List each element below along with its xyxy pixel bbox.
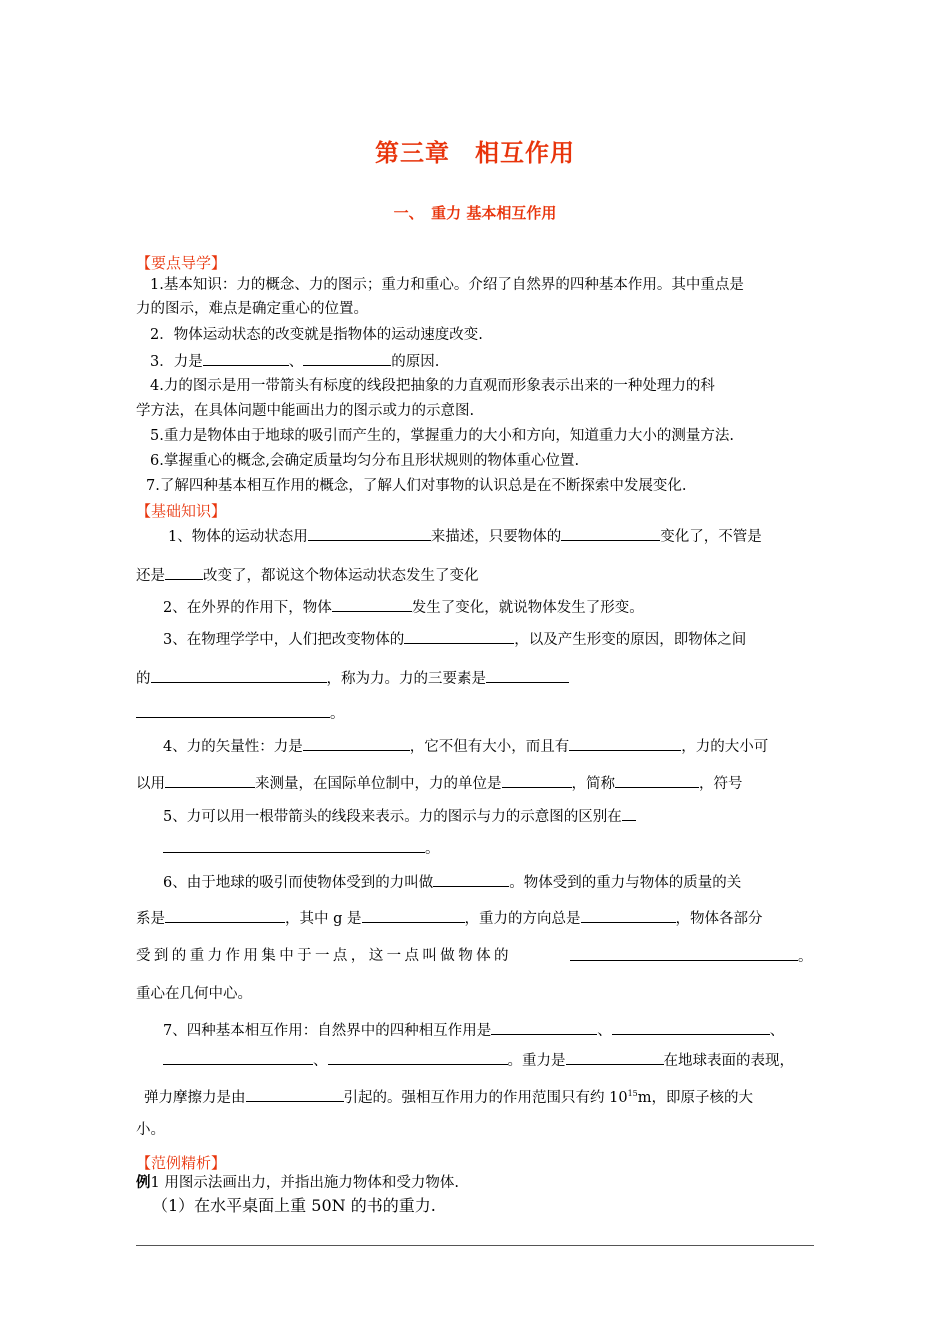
example-1-part-1: （1）在水平桌面上重 50N 的书的重力.: [152, 1196, 436, 1215]
basic-q6-line4: 重心在几何中心。: [136, 986, 252, 1002]
text: 、: [313, 1053, 328, 1069]
blank[interactable]: [303, 736, 410, 751]
text: 。重力是: [507, 1053, 566, 1069]
blank[interactable]: [332, 597, 412, 612]
basic-q3-line1: [163, 629, 746, 650]
text: 6、由于地球的吸引而使物体受到的力叫做: [163, 875, 434, 891]
basic-q7-line3: [144, 1084, 753, 1108]
blank[interactable]: [163, 838, 425, 853]
text: 来描述，只要物体的: [430, 529, 562, 545]
text: ，其中 g 是: [285, 911, 362, 927]
basic-q6-line3: [136, 946, 512, 966]
blank[interactable]: [570, 946, 798, 961]
blank[interactable]: [491, 1020, 597, 1035]
basic-q1-line1: [168, 526, 762, 547]
basic-q4-line2: [136, 773, 743, 794]
basic-q2: [163, 597, 644, 618]
text: 受到的重力作用集中于一点，这一点叫做物体的: [136, 948, 512, 964]
text: ，物体各部分: [675, 911, 763, 927]
blank[interactable]: [615, 773, 699, 788]
blank[interactable]: [433, 872, 509, 887]
heading-key-points: 【要点导学】: [136, 254, 227, 272]
text: 弹力摩擦力是由: [144, 1089, 246, 1106]
text: 1、物体的运动状态用: [168, 529, 308, 545]
text: 。: [798, 949, 813, 965]
text: 。物体受到的重力与物体的质量的关: [509, 875, 742, 891]
text: ，以及产生形变的原因，即物体之间: [514, 632, 747, 648]
text: 4、力的矢量性：力是: [163, 739, 303, 755]
blank[interactable]: [136, 703, 330, 718]
text: 变化了，不管是: [660, 529, 762, 545]
text: 1 用图示法画出力，并指出施力物体和受力物体.: [150, 1175, 459, 1191]
text: 的: [136, 671, 151, 687]
text: ，称为力。力的三要素是: [326, 671, 486, 687]
text: 7、四种基本相互作用：自然界中的四种相互作用是: [163, 1023, 492, 1039]
basic-q6-line2: [136, 908, 763, 929]
text: 、: [597, 1023, 612, 1039]
blank[interactable]: [561, 526, 660, 541]
divider-line: [136, 1245, 814, 1246]
blank[interactable]: [404, 629, 514, 644]
basic-q6-line3-blank: [570, 946, 813, 967]
blank[interactable]: [203, 351, 289, 366]
example-1: [136, 1173, 459, 1193]
heading-examples: 【范例精析】: [136, 1154, 227, 1172]
blank[interactable]: [486, 668, 569, 683]
basic-q6-line1: [163, 872, 741, 893]
blank[interactable]: [165, 908, 285, 923]
blank[interactable]: [165, 565, 203, 580]
text: 引起的。强相互作用力的作用范围只有约 10: [343, 1089, 628, 1106]
section-subtitle: 一、 重力 基本相互作用: [393, 204, 557, 222]
blank[interactable]: [328, 1050, 508, 1065]
heading-basic-knowledge: 【基础知识】: [136, 502, 227, 520]
blank[interactable]: [566, 1050, 664, 1065]
guide-line-4b: 学方法，在具体问题中能画出力的图示或力的示意图.: [136, 403, 475, 419]
blank[interactable]: [569, 736, 681, 751]
text: 发生了变化，就说物体发生了形变。: [411, 600, 644, 616]
blank[interactable]: [362, 908, 465, 923]
guide-line-4a: 4.力的图示是用一带箭头有标度的线段把抽象的力直观而形象表示出来的一种处理力的科: [150, 378, 715, 394]
basic-q3-line2: [136, 668, 569, 689]
text: ，简称: [571, 776, 615, 792]
text: 。: [330, 706, 345, 722]
text: 还是: [136, 568, 165, 584]
basic-q5-line1: [163, 806, 636, 827]
text: 改变了，都说这个物体运动状态发生了变化: [203, 568, 479, 584]
text: 在地球表面的表现，: [663, 1053, 794, 1069]
text: ，力的大小可: [681, 739, 769, 755]
text: ，符号: [699, 776, 743, 792]
page-title: 第三章 相互作用: [375, 139, 575, 167]
text: 的原因.: [391, 354, 440, 370]
text: 来测量，在国际单位制中，力的单位是: [255, 776, 502, 792]
blank[interactable]: [581, 908, 676, 923]
blank[interactable]: [612, 1020, 770, 1035]
text: 3．力是: [150, 354, 203, 370]
guide-line-5: 5.重力是物体由于地球的吸引而产生的，掌握重力的大小和方向，知道重力大小的测量方法.: [150, 428, 734, 444]
blank[interactable]: [246, 1087, 344, 1102]
guide-line-7: 7.了解四种基本相互作用的概念，了解人们对事物的认识总是在不断探索中发展变化.: [146, 478, 687, 494]
text: 以用: [136, 776, 165, 792]
blank[interactable]: [163, 1050, 313, 1065]
basic-q3-line3: [136, 703, 345, 724]
text: 5、力可以用一根带箭头的线段来表示。力的图示与力的示意图的区别在: [163, 809, 622, 825]
basic-q5-line2: [163, 838, 440, 859]
basic-q7-line2: [163, 1050, 794, 1071]
text: 、: [288, 354, 304, 370]
text: 。: [425, 841, 440, 857]
text: ，它不但有大小，而且有: [409, 739, 570, 755]
blank[interactable]: [303, 351, 391, 366]
example-label: 例: [136, 1174, 151, 1191]
blank[interactable]: [308, 526, 431, 541]
guide-line-3: [150, 351, 439, 372]
text: 2、在外界的作用下，物体: [163, 600, 332, 616]
blank[interactable]: [502, 773, 572, 788]
guide-line-2: 2．物体运动状态的改变就是指物体的运动速度改变.: [150, 327, 483, 343]
basic-q7-line1: [163, 1020, 784, 1041]
blank[interactable]: [165, 773, 255, 788]
guide-line-1b: 力的图示，难点是确定重心的位置。: [136, 301, 368, 317]
text: 系是: [136, 911, 165, 927]
blank[interactable]: [151, 668, 327, 683]
text: ，重力的方向总是: [464, 911, 581, 927]
guide-line-1a: 1.基本知识：力的概念、力的图示；重力和重心。介绍了自然界的四种基本作用。其中重点是: [150, 277, 744, 293]
text: 、: [769, 1023, 785, 1039]
exponent: 15: [627, 1089, 638, 1098]
text: m，即原子核的大: [637, 1089, 753, 1106]
blank[interactable]: [622, 806, 636, 821]
text: 3、在物理学学中，人们把改变物体的: [163, 632, 405, 648]
guide-line-6: 6.掌握重心的概念,会确定质量均匀分布且形状规则的物体重心位置.: [150, 453, 580, 469]
basic-q1-line2: [136, 565, 479, 586]
basic-q7-line4: 小。: [136, 1122, 165, 1138]
basic-q4-line1: [163, 736, 768, 757]
